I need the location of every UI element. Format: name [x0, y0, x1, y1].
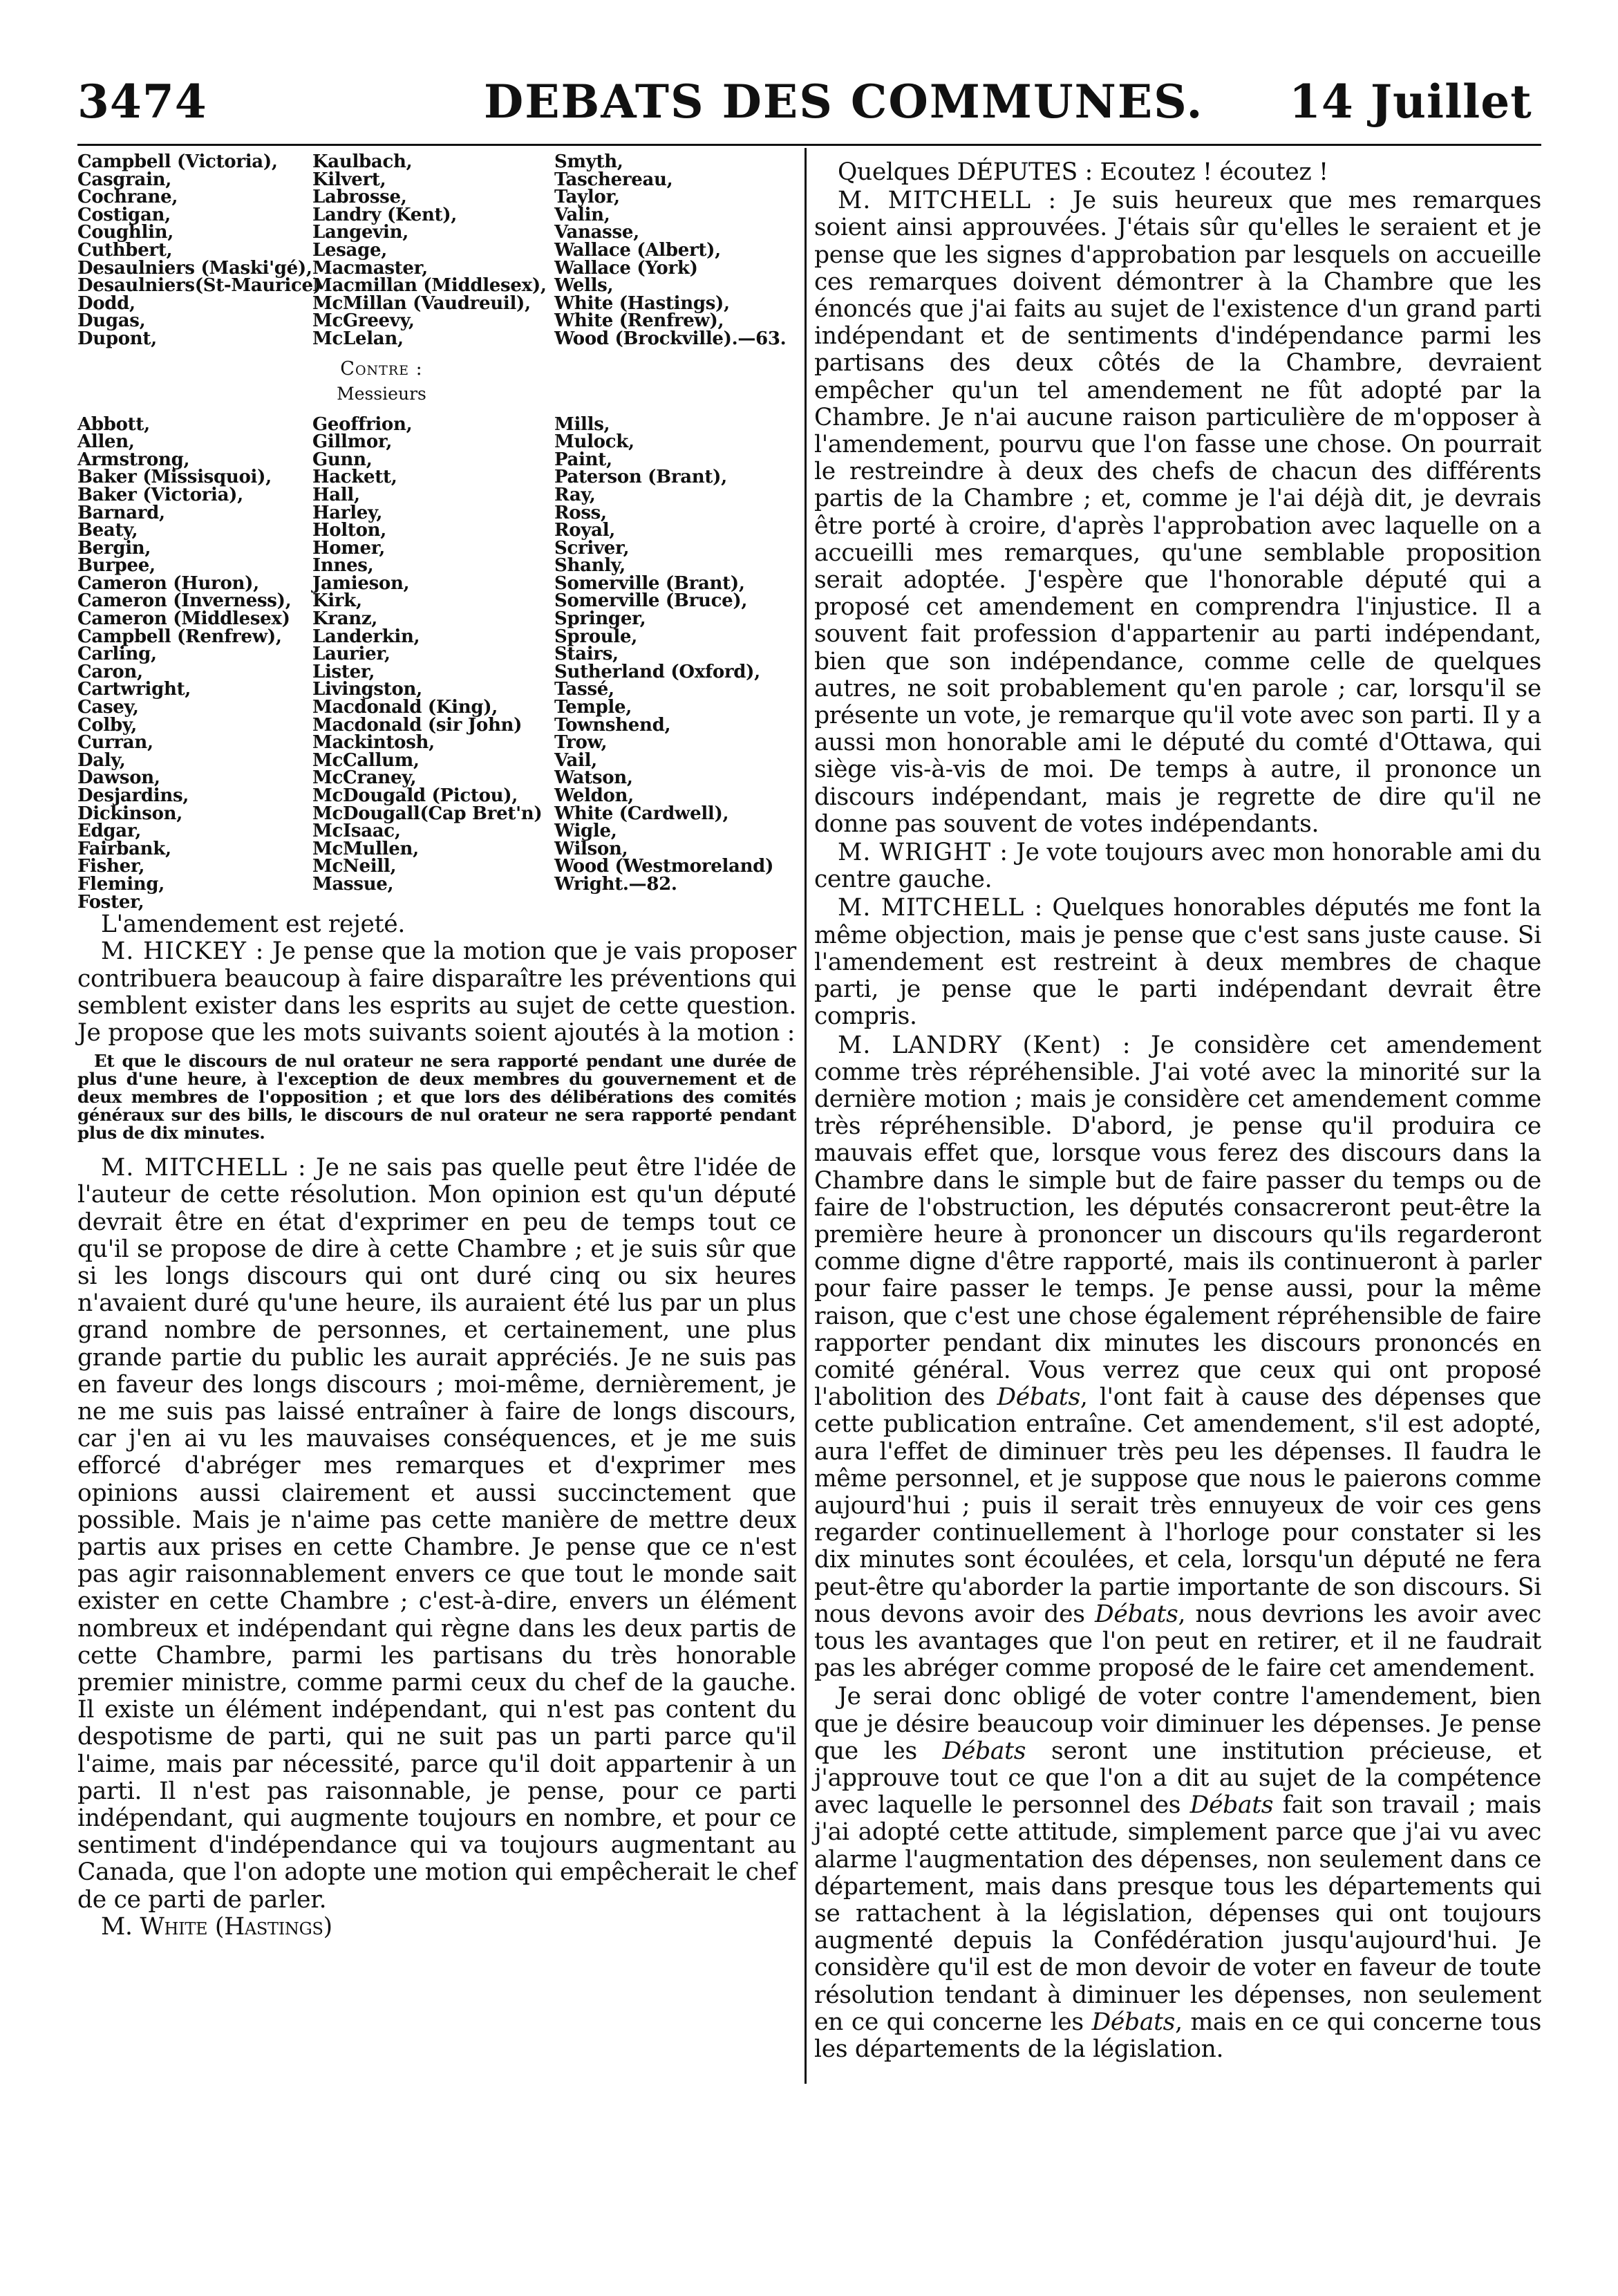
votes-pour-col3	[554, 153, 796, 348]
speaker-mitchell-2: M. MITCHELL :	[838, 187, 1057, 215]
vote-name: Innes,	[312, 555, 374, 577]
mitchell-paragraph-3	[814, 895, 1541, 1030]
vote-name: Lesage,	[312, 239, 387, 261]
left-column	[77, 153, 796, 1941]
vote-name: Colby,	[77, 714, 137, 736]
vote-name: Trow,	[554, 732, 608, 754]
vote-name: Casey,	[77, 697, 139, 718]
vote-name: Hackett,	[312, 467, 397, 488]
vote-name: Shanly,	[554, 555, 625, 577]
vote-name: Mills,	[554, 413, 610, 435]
vote-name: Kilvert,	[312, 169, 386, 190]
vote-name: Harley,	[312, 502, 383, 523]
landry-text-a: Je considère cet amendement comme très répréhensible. J'ai voté avec la minorité sur la dernière motion ; mais je considère cet amendement comme très répréhensible. D'abord, je pense qu'il produira ce mauvais effet que, lorsque vous ferez des discours dans la Chambre dans le simple but de faire passer du temps ou de faire de l'obstruction, les députés consacreront peut-être la première heure à prononcer un discours qu'ils regarderont comme digne d'être rapporté, mais ils continueront à parler pour faire passer le temps. Je pense aussi, pour la même raison, que c'est une chose également répréhensible de faire rapporter pendant dix minutes les discours prononcés en comité général. Vous verrez que ceux qui ont proposé l'abolition des	[814, 1031, 1541, 1412]
speaker-white-hastings: M. White (Hastings)	[101, 1912, 332, 1941]
landry2-text-b: seront une institution précieuse, et j'approuve tout ce que l'on a dit au sujet de la compétence avec laquelle le personnel des	[814, 1737, 1541, 1820]
vote-name: Wallace (Albert),	[554, 239, 721, 261]
vote-name: Gunn,	[312, 449, 373, 470]
vote-name: McIsaac,	[312, 821, 401, 842]
landry-paragraph-2	[814, 1683, 1541, 2063]
vote-name: Macdonald (sir John)	[312, 714, 523, 736]
vote-name: Sutherland (Oxford),	[554, 661, 760, 682]
vote-name: McMullen,	[312, 838, 419, 859]
vote-name: Taschereau,	[554, 169, 673, 190]
vote-name: Somerville (Bruce),	[554, 590, 748, 612]
vote-name: Desaulniers(St-Maurice)	[77, 275, 321, 297]
mitchell-text-1: Je ne sais pas quelle peut être l'idée de l'auteur de cette résolution. Mon opinion est qu'un député devrait être en état d'exprimer en peu de temps tout ce qu'il se propose de dire à cette Chambre ; et je suis sûr que si les longs discours qui ont duré cinq ou six heures n'avaient duré qu'une heure, ils auraient été lus par un plus grand nombre de personnes, et certainement, une plus grande partie du public les aurait appréciés. Je ne suis pas en faveur des longs discours ; moi-même, dernièrement, je ne me suis pas laissé entraîner à faire de longs discours, car j'en ai vu les mauvaises conséquences, et je me suis efforcé d'abréger mes remarques et d'exprimer mes opinions aussi clairement et aussi succinctement que possible. Mais je n'aime pas cette manière de mettre deux partis aux prises en cette Chambre. Je pense que ce n'est pas agir raisonnablement envers ce que tout le monde sait exister en cette Chambre ; c'est-à-dire, envers un élément nombreux et indépendant qui règne dans les deux partis de cette Chambre, parmi les partisans du très honorable premier ministre, comme parmi ceux du chef de la gauche. Il existe un élément indépendant, qui n'est pas content du despotisme de parti, qui ne suit pas un parti parce qu'il l'aime, mais par nécessité, parce qu'il doit appartenir à un parti. Il n'est pas raisonnable, je pense, pour ce parti indépendant, qui augmente toujours en nombre, et pour ce sentiment d'indépendance qui va toujours augmentant au Canada, que l'on adopte une motion qui empêcherait le chef de ce parti de parler.	[77, 1154, 796, 1914]
vote-name: Caron,	[77, 661, 143, 682]
vote-name: Cuthbert,	[77, 239, 173, 261]
vote-name: Weldon,	[554, 785, 634, 806]
vote-name: Baker (Victoria),	[77, 484, 243, 505]
header-rule	[77, 144, 1541, 146]
vote-name: Sproule,	[554, 626, 637, 647]
vote-name: Jamieson,	[312, 572, 410, 594]
vote-name: Springer,	[554, 608, 646, 630]
vote-name: Smyth,	[554, 151, 623, 172]
landry2-text-a: Je serai donc obligé de voter contre l'amendement, bien que je désire beaucoup voir diminuer les dépenses. Je pense que les	[814, 1683, 1541, 1765]
vote-name: Vanasse,	[554, 222, 639, 243]
vote-name: McCraney,	[312, 767, 417, 789]
vote-name: Tassé,	[554, 679, 614, 700]
vote-name: Dugas,	[77, 310, 146, 332]
vote-name: Baker (Missisquoi),	[77, 467, 272, 488]
vote-name: Landry (Kent),	[312, 204, 458, 225]
hickey-text: Je pense que la motion que je vais proposer contribuera beaucoup à faire disparaître les préventions qui semblent exister dans les esprits au sujet de cette question. Je propose que les mots suivants soient ajoutés à la motion :	[77, 937, 796, 1047]
vote-name: Lister,	[312, 661, 375, 682]
vote-name: Wilson,	[554, 838, 628, 859]
votes-contre-col2	[312, 413, 554, 912]
vote-name: Watson,	[554, 767, 633, 789]
vote-name: McNeill,	[312, 856, 397, 877]
vote-name: Fisher,	[77, 856, 145, 877]
vote-name: Wallace (York)	[554, 257, 698, 279]
page-title: DEBATS DES COMMUNES.	[484, 75, 1204, 129]
vote-name: Gillmor,	[312, 431, 393, 453]
column-separator	[805, 148, 807, 2084]
vote-name: McLelan,	[312, 328, 404, 349]
vote-name: Langevin,	[312, 222, 408, 243]
landry2-text-d: , mais en ce qui concerne tous les départements de la législation.	[814, 2008, 1541, 2064]
vote-name: Valin,	[554, 204, 610, 225]
vote-name: McCallum,	[312, 749, 420, 771]
speaker-wright: M. WRIGHT :	[838, 839, 1009, 867]
vote-name: Armstrong,	[77, 449, 190, 470]
speaker-hickey: M. HICKEY :	[101, 937, 265, 966]
vote-name: Ross,	[554, 502, 607, 523]
vote-name: Taylor,	[554, 187, 620, 208]
vote-name: Laurier,	[312, 644, 391, 665]
contre-heading: Contre :	[340, 357, 423, 380]
vote-name: Mackintosh,	[312, 732, 435, 754]
vote-name: Costigan,	[77, 204, 171, 225]
vote-name: McDougall(Cap Bret'n)	[312, 803, 543, 824]
debats-italic: Débats	[1095, 1600, 1178, 1628]
messieurs-heading: Messieurs	[337, 383, 426, 404]
vote-name: Foster,	[77, 891, 144, 913]
vote-name: Campbell (Victoria),	[77, 151, 278, 172]
mitchell-paragraph-1	[77, 1155, 796, 1914]
vote-name: Kirk,	[312, 590, 362, 612]
vote-name: Campbell (Renfrew),	[77, 626, 282, 647]
vote-name: Carling,	[77, 644, 157, 665]
votes-contre-list	[77, 413, 796, 913]
vote-name: Dodd,	[77, 292, 135, 314]
vote-name: Mulock,	[554, 431, 634, 453]
vote-name: White (Hastings),	[554, 292, 730, 314]
vote-name: Dawson,	[77, 767, 160, 789]
speaker-mitchell-3: M. MITCHELL :	[838, 894, 1044, 922]
landry-paragraph-1	[814, 1032, 1541, 1683]
vote-name: Holton,	[312, 520, 386, 541]
deputes-interjection: Quelques DÉPUTES : Ecoutez ! écoutez !	[838, 158, 1328, 186]
vote-name: Desjardins,	[77, 785, 189, 806]
debats-italic: Débats	[942, 1737, 1026, 1765]
votes-pour-col1	[77, 151, 321, 349]
mitchell-text-3: Quelques honorables députés me font la même objection, mais je pense que c'est sans juste cause. Si l'amendement est restreint à deux membres de chaque parti, je pense que le parti indépendant devrait être compris.	[814, 894, 1541, 1031]
debats-italic: Débats	[1189, 1791, 1274, 1820]
vote-name: Livingston,	[312, 679, 422, 700]
landry-text-b: , l'ont fait à cause des dépenses que cette publication entraîne. Cet amendement, s'il est adopté, aura l'effet de diminuer très peu les dépenses. Il faudra le même personnel, et je suppose que nous le paierons comme aujourd'hui ; puis il serait très ennuyeux de voir ces gens regarder continuellement à l'horloge pour constater si les dix minutes sont écoulées, et cela, lorsqu'un député ne fera peut-être qu'aborder la partie importante de son discours. Si nous devons avoir des	[814, 1383, 1541, 1628]
vote-name: Somerville (Brant),	[554, 572, 745, 594]
vote-name: Homer,	[312, 537, 386, 559]
vote-name: Bergin,	[77, 537, 151, 559]
vote-name: Edgar,	[77, 821, 142, 842]
vote-name: Landerkin,	[312, 626, 420, 647]
vote-name: Curran,	[77, 732, 153, 754]
vote-name: Vail,	[554, 749, 597, 771]
vote-name: Wigle,	[554, 821, 617, 842]
vote-name: Cartwright,	[77, 679, 191, 700]
left-prose	[77, 911, 796, 1941]
vote-name: Wright.—82.	[554, 873, 677, 895]
vote-name: Townshend,	[554, 714, 671, 736]
vote-name: Macmaster,	[312, 257, 428, 279]
wright-text: Je vote toujours avec mon honorable ami du centre gauche.	[814, 839, 1541, 894]
vote-name: Ray,	[554, 484, 596, 505]
votes-pour-list	[77, 153, 796, 348]
vote-name: Royal,	[554, 520, 616, 541]
vote-name: Fleming,	[77, 873, 165, 895]
vote-name: McMillan (Vaudreuil),	[312, 292, 531, 314]
landry2-text-c: fait son travail ; mais j'ai adopté cette attitude, simplement parce que j'ai vu avec alarme l'augmentation des dépenses, non seulement dans ce département, mais dans presque tous les départements qui se rattachent à la législation, dépenses qui ont toujours augmenté depuis la Confédération jusqu'aujourd'hui. Je considère qu'il est de mon devoir de voter en faveur de toute résolution tendant à diminuer les dépenses, non seulement en ce qui concerne les	[814, 1791, 1541, 2036]
vote-name: Paterson (Brant),	[554, 467, 727, 488]
vote-name: Dickinson,	[77, 803, 182, 824]
vote-name: Kaulbach,	[312, 151, 413, 172]
hickey-paragraph	[77, 938, 796, 1047]
vote-name: Massue,	[312, 873, 394, 895]
vote-name: Wood (Brockville).—63.	[554, 328, 787, 349]
vote-name: Wood (Westmoreland)	[554, 856, 774, 877]
vote-name: Scriver,	[554, 537, 630, 559]
mitchell-paragraph-2	[814, 187, 1541, 838]
speaker-mitchell: M. MITCHELL :	[101, 1154, 307, 1182]
right-column	[814, 159, 1541, 2064]
motion-text: Et que le discours de nul orateur ne sera rapporté pendant une durée de plus d'une heure, à l'exception de deux membres du gouvernement et de deux membres de l'opposition ; et que lors des délibérations des comités généraux sur des bills, le discours de nul orateur ne sera rapporté pendant plus de dix minutes.	[77, 1051, 796, 1144]
vote-name: Kranz,	[312, 608, 378, 630]
vote-name: Cameron (Middlesex)	[77, 608, 290, 630]
debats-italic: Débats	[1091, 2008, 1176, 2036]
amendment-rejected: L'amendement est rejeté.	[101, 911, 406, 939]
mitchell-text-2: Je suis heureux que mes remarques soient ainsi approuvées. J'étais sûr qu'elles le seraient et je pense que les signes d'approbation par lesquels on accueille ces remarques doivent démontrer à la Chambre que les énoncés que j'ai faits au sujet de l'existence d'un grand parti indépendant et de sentiments d'indépendance parmi les partisans des deux côtés de la Chambre, devraient empêcher qu'un tel amendement ne fût adopté par la Chambre. Je n'ai aucune raison particulière de m'opposer à l'amendement, pourvu que l'on fasse une chose. On pourrait le restreindre à deux des chefs de chacun des différents partis de la Chambre ; et, comme je l'ai déjà dit, je devrais être porté à croire, d'après l'approbation avec laquelle on a accueilli mes remarques, qu'une semblable proposition serait adoptée. J'espère que l'honorable député qui a proposé cet amendement en comprendra l'injustice. Il a souvent fait profession d'appartenir au parti indépendant, bien que son indépendance, comme celle de quelques autres, ne soit probablement qu'en parole ; car, lorsqu'il se présente un vote, je remarque qu'il vote avec son parti. Il y a aussi mon honorable ami le député du comté d'Ottawa, qui siège vis-à-vis de moi. De temps à autre, il prononce un discours indépendant, mais je regrette de dire qu'il ne donne pas souvent de votes indépendants.	[814, 187, 1541, 838]
wright-paragraph	[814, 839, 1541, 893]
vote-name: Paint,	[554, 449, 612, 470]
vote-name: Labrosse,	[312, 187, 407, 208]
landry-text-c: , nous devrions les avoir avec tous les avantages que l'on peut en retirer, et il ne faudrait pas les abréger comme proposé de le faire cet amendement.	[814, 1600, 1541, 1683]
vote-name: Burpee,	[77, 555, 156, 577]
votes-contre-col1	[77, 413, 312, 913]
vote-name: Fairbank,	[77, 838, 171, 859]
vote-name: Macdonald (King),	[312, 697, 498, 718]
page-date: 14 Juillet	[1289, 75, 1532, 129]
vote-name: Desaulniers (Maski'gé),	[77, 257, 312, 279]
vote-name: Geoffrion,	[312, 413, 413, 435]
vote-name: Cochrane,	[77, 187, 178, 208]
right-prose	[814, 159, 1541, 2063]
vote-name: Cameron (Inverness),	[77, 590, 292, 612]
vote-name: Beaty,	[77, 520, 138, 541]
vote-name: Wells,	[554, 275, 614, 297]
vote-name: Abbott,	[77, 413, 150, 435]
vote-name: Cameron (Huron),	[77, 572, 259, 594]
vote-name: McDougald (Pictou),	[312, 785, 518, 806]
vote-name: Casgrain,	[77, 169, 172, 190]
vote-name: Dupont,	[77, 328, 157, 349]
vote-name: McGreevy,	[312, 310, 415, 332]
vote-name: Coughlin,	[77, 222, 174, 243]
speaker-landry: M. LANDRY (Kent) :	[838, 1031, 1131, 1059]
votes-pour-col2	[312, 153, 554, 348]
vote-name: White (Cardwell),	[554, 803, 729, 824]
vote-name: Macmillan (Middlesex),	[312, 275, 547, 297]
vote-name: Temple,	[554, 697, 632, 718]
page-number: 3474	[77, 75, 207, 129]
vote-name: Barnard,	[77, 502, 165, 523]
vote-name: Stairs,	[554, 644, 619, 665]
vote-name: White (Renfrew),	[554, 310, 724, 332]
vote-name: Hall,	[312, 484, 360, 505]
vote-name: Allen,	[77, 431, 135, 453]
vote-name: Daly,	[77, 749, 126, 771]
debats-italic: Débats	[997, 1383, 1080, 1412]
votes-contre-col3	[554, 413, 796, 912]
